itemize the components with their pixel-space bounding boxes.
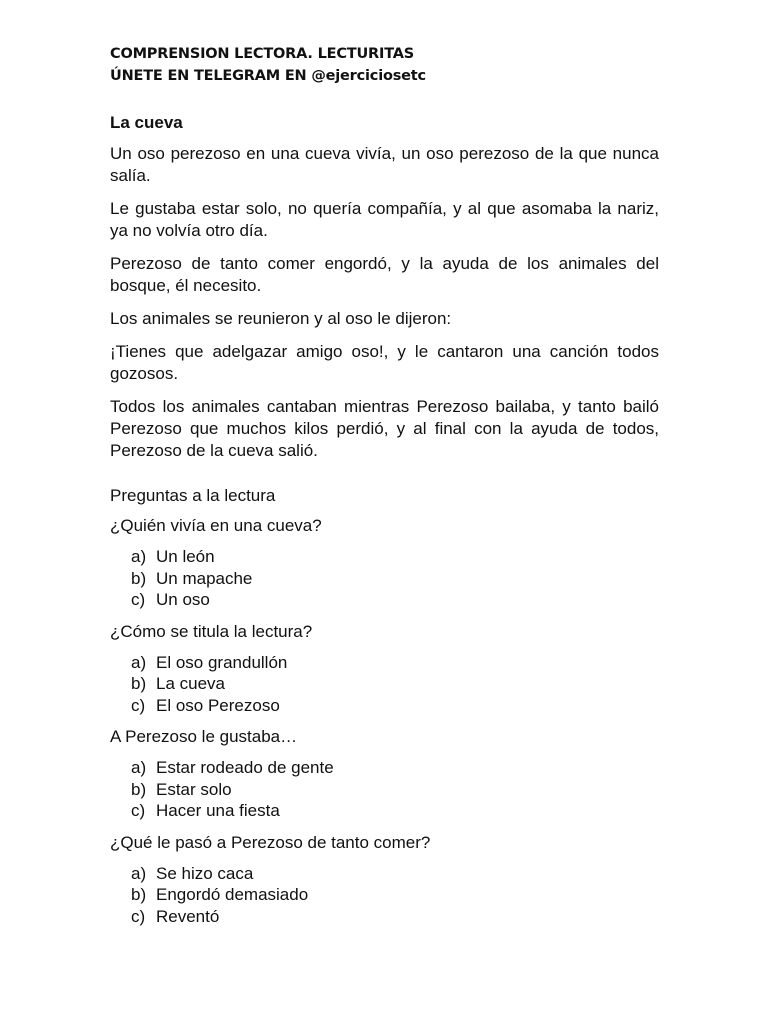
question-block [110, 832, 659, 928]
option-text: Estar solo [156, 779, 232, 799]
header-line-1: COMPRENSION LECTORA. LECTURITAS [110, 46, 415, 62]
story-paragraph: Le gustaba estar solo, no quería compañía, y al que asomaba la nariz, ya no volvía otro día. [110, 199, 659, 240]
question-text: A Perezoso le gustaba… [110, 727, 298, 746]
option-letter: a) [131, 758, 147, 777]
question-text: ¿Quién vivía en una cueva? [110, 516, 322, 535]
answer-option [131, 652, 659, 674]
option-letter: c) [131, 695, 146, 715]
question-text: ¿Qué le pasó a Perezoso de tanto comer? [110, 832, 431, 852]
question-block [110, 621, 659, 717]
option-text: Reventó [156, 906, 220, 926]
story-paragraph: ¡Tienes que adelgazar amigo oso!, y le cantaron una canción todos gozosos. [110, 342, 659, 383]
answer-options [110, 757, 659, 822]
answer-option [131, 884, 659, 906]
option-text: Un león [156, 547, 215, 566]
option-text: La cueva [156, 674, 225, 693]
answer-option [131, 695, 659, 717]
option-text: El oso grandullón [156, 652, 288, 672]
option-text: Un oso [156, 590, 210, 609]
option-text: Engordó demasiado [156, 885, 309, 904]
story-title: La cueva [110, 113, 183, 132]
option-letter: b) [131, 885, 147, 904]
answer-option [131, 568, 659, 590]
questions-heading: Preguntas a la lectura [110, 486, 276, 505]
questions-section [110, 485, 659, 937]
answer-option [131, 546, 659, 568]
option-letter: b) [131, 568, 147, 588]
answer-option [131, 863, 659, 885]
answer-options [110, 546, 659, 611]
answer-option [131, 757, 659, 779]
option-letter: a) [131, 547, 147, 566]
story-paragraph: Perezoso de tanto comer engordó, y la ayuda de los animales del bosque, él necesito. [110, 254, 659, 295]
answer-option [131, 779, 659, 801]
document-header [110, 43, 426, 87]
option-text: Se hizo caca [156, 863, 254, 883]
story-paragraph: Todos los animales cantaban mientras Perezoso bailaba, y tanto bailó Perezoso que muchos kilos perdió, y al final con la ayuda de todos, Perezoso de la cueva salió. [110, 397, 659, 460]
question-block [110, 515, 659, 611]
answer-option [131, 800, 659, 822]
option-letter: c) [131, 906, 146, 926]
question-text: ¿Cómo se titula la lectura? [110, 621, 313, 641]
option-letter: c) [131, 590, 146, 609]
option-text: Estar rodeado de gente [156, 758, 334, 777]
option-letter: a) [131, 863, 147, 883]
option-letter: b) [131, 674, 147, 693]
question-block [110, 726, 659, 822]
option-letter: a) [131, 652, 147, 672]
story-paragraph: Los animales se reunieron y al oso le dijeron: [110, 309, 452, 328]
option-text: Hacer una fiesta [156, 801, 280, 820]
header-line-2: ÚNETE EN TELEGRAM EN @ejerciciosetc [110, 68, 426, 84]
answer-option [131, 589, 659, 611]
option-letter: c) [131, 801, 146, 820]
story-paragraph: Un oso perezoso en una cueva vivía, un oso perezoso de la que nunca salía. [110, 144, 659, 185]
option-letter: b) [131, 779, 147, 799]
answer-options [110, 863, 659, 928]
story-body [110, 143, 659, 473]
answer-options [110, 652, 659, 717]
option-text: Un mapache [156, 568, 253, 588]
answer-option [131, 906, 659, 928]
answer-option [131, 673, 659, 695]
option-text: El oso Perezoso [156, 695, 280, 715]
